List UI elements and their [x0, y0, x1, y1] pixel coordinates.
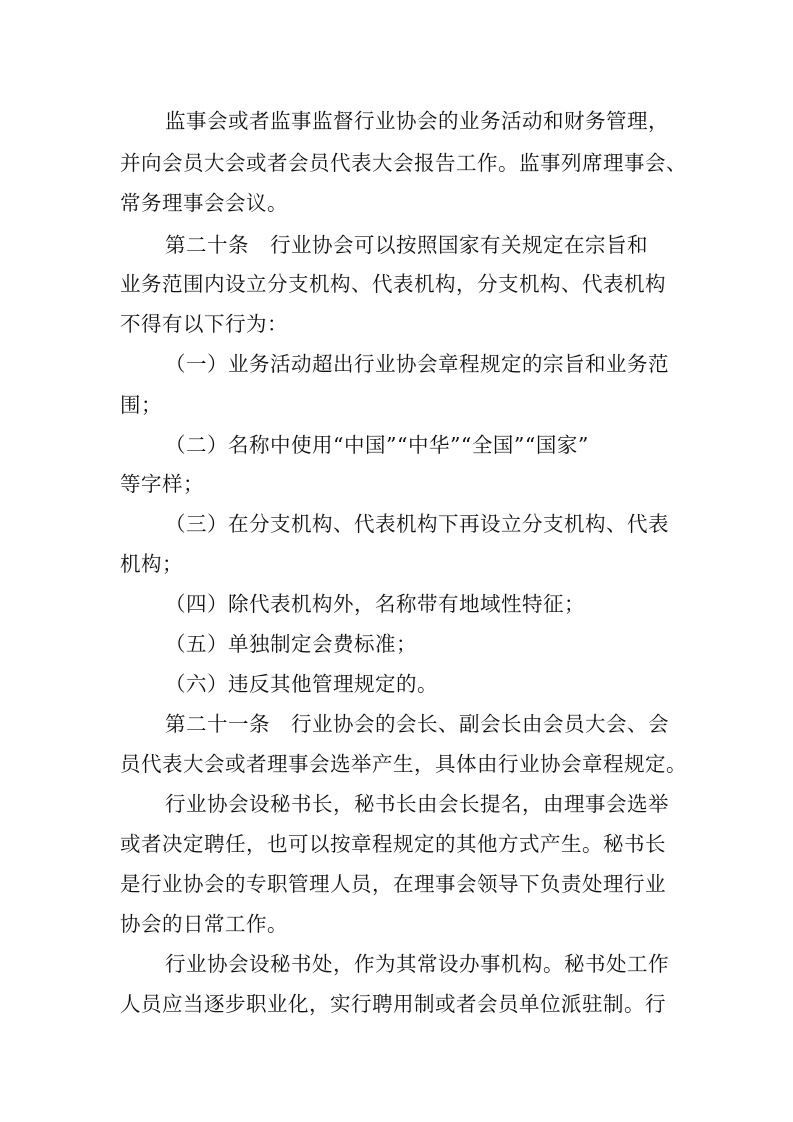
- text-line: 是行业协会的专职管理人员，在理事会领导下负责处理行业: [120, 872, 666, 896]
- text-line: （五）单独制定会费标准；: [165, 632, 417, 656]
- text-line: 行业协会设秘书长，秘书长由会长提名，由理事会选举: [165, 792, 669, 816]
- text-line: （三）在分支机构、代表机构下再设立分支机构、代表: [165, 512, 669, 536]
- text-line: 行业协会设秘书处，作为其常设办事机构。秘书处工作: [165, 952, 669, 976]
- text-line: （二）名称中使用“中国”“中华”“全国”“国家”: [165, 433, 589, 457]
- text-line: 不得有以下行为：: [120, 312, 288, 336]
- text-line: 机构；: [120, 552, 183, 576]
- text-line: （四）除代表机构外，名称带有地域性特征；: [165, 592, 585, 616]
- text-line: 第二十条 行业协会可以按照国家有关规定在宗旨和: [165, 233, 648, 257]
- text-line: （一）业务活动超出行业协会章程规定的宗旨和业务范: [165, 352, 669, 376]
- text-line: 监事会或者监事监督行业协会的业务活动和财务管理，: [165, 109, 669, 133]
- text-line: 员代表大会或者理事会选举产生，具体由行业协会章程规定。: [120, 752, 687, 776]
- text-line: （六）违反其他管理规定的。: [165, 672, 438, 696]
- text-line: 或者决定聘任，也可以按章程规定的其他方式产生。秘书长: [120, 832, 666, 856]
- text-line: 第二十一条 行业协会的会长、副会长由会员大会、会: [165, 712, 669, 736]
- text-line: 协会的日常工作。: [120, 912, 288, 936]
- text-line: 等字样；: [120, 472, 204, 496]
- text-line: 围；: [120, 393, 162, 417]
- text-line: 常务理事会会议。: [120, 191, 288, 215]
- text-line: 业务范围内设立分支机构、代表机构，分支机构、代表机构: [120, 272, 666, 296]
- text-line: 并向会员大会或者会员代表大会报告工作。监事列席理事会、: [120, 151, 687, 175]
- text-line: 人员应当逐步职业化，实行聘用制或者会员单位派驻制。行: [120, 992, 666, 1016]
